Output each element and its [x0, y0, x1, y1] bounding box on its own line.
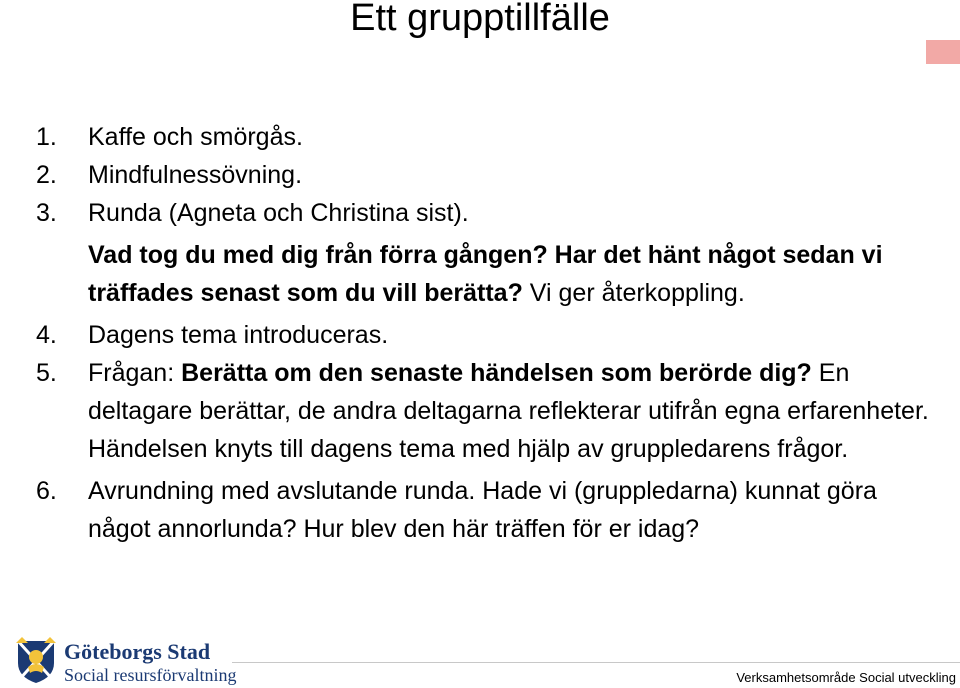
goteborg-crest-icon — [14, 637, 58, 685]
item-text: En deltagare berättar, de andra deltagarna reflekterar utifrån egna erfarenheter. Händelsen knyts till dagens tema med hjälp av gruppledarens frågor. — [88, 359, 929, 463]
agenda-item-5 — [36, 354, 946, 468]
item-number: 2. — [36, 161, 57, 189]
agenda-list — [36, 118, 946, 548]
agenda-item-2 — [36, 156, 946, 194]
agenda-item-6 — [36, 472, 946, 548]
item-text: Dagens tema introduceras. — [88, 321, 389, 349]
agenda-item-3-questions — [36, 236, 946, 312]
department-label: Verksamhetsområde Social utveckling — [736, 670, 956, 685]
item-text: Mindfulnessövning. — [88, 161, 303, 189]
footer-divider — [232, 662, 960, 663]
item-bold-text: Vad tog du med dig från förra gången? Har det hänt något sedan vi träffades senast som du vill berätta? — [88, 241, 883, 307]
item-text: Vi ger återkoppling. — [522, 279, 745, 307]
item-text: Avrundning med avslutande runda. Hade vi (gruppledarna) kunnat göra något annorlunda? Hur blev den här träffen för er idag? — [88, 477, 877, 543]
item-bold-text: Berätta om den senaste händelsen som berörde dig? — [181, 359, 812, 387]
agenda-item-1 — [36, 118, 946, 156]
corner-accent — [926, 40, 960, 64]
agenda-item-4 — [36, 316, 946, 354]
item-text: Runda (Agneta och Christina sist). — [88, 199, 469, 227]
slide-title: Ett grupptillfälle — [350, 0, 610, 39]
logo-subtitle: Social resursförvaltning — [64, 665, 237, 685]
goteborg-logo — [14, 637, 237, 687]
item-number: 3. — [36, 199, 57, 227]
item-number: 5. — [36, 359, 57, 387]
item-number: 1. — [36, 123, 57, 151]
logo-name: Göteborgs Stad — [64, 639, 211, 664]
item-number: 6. — [36, 477, 57, 505]
item-prefix: Frågan: — [88, 359, 182, 387]
agenda-item-3 — [36, 194, 946, 232]
item-text: Kaffe och smörgås. — [88, 123, 303, 151]
item-number: 4. — [36, 321, 57, 349]
